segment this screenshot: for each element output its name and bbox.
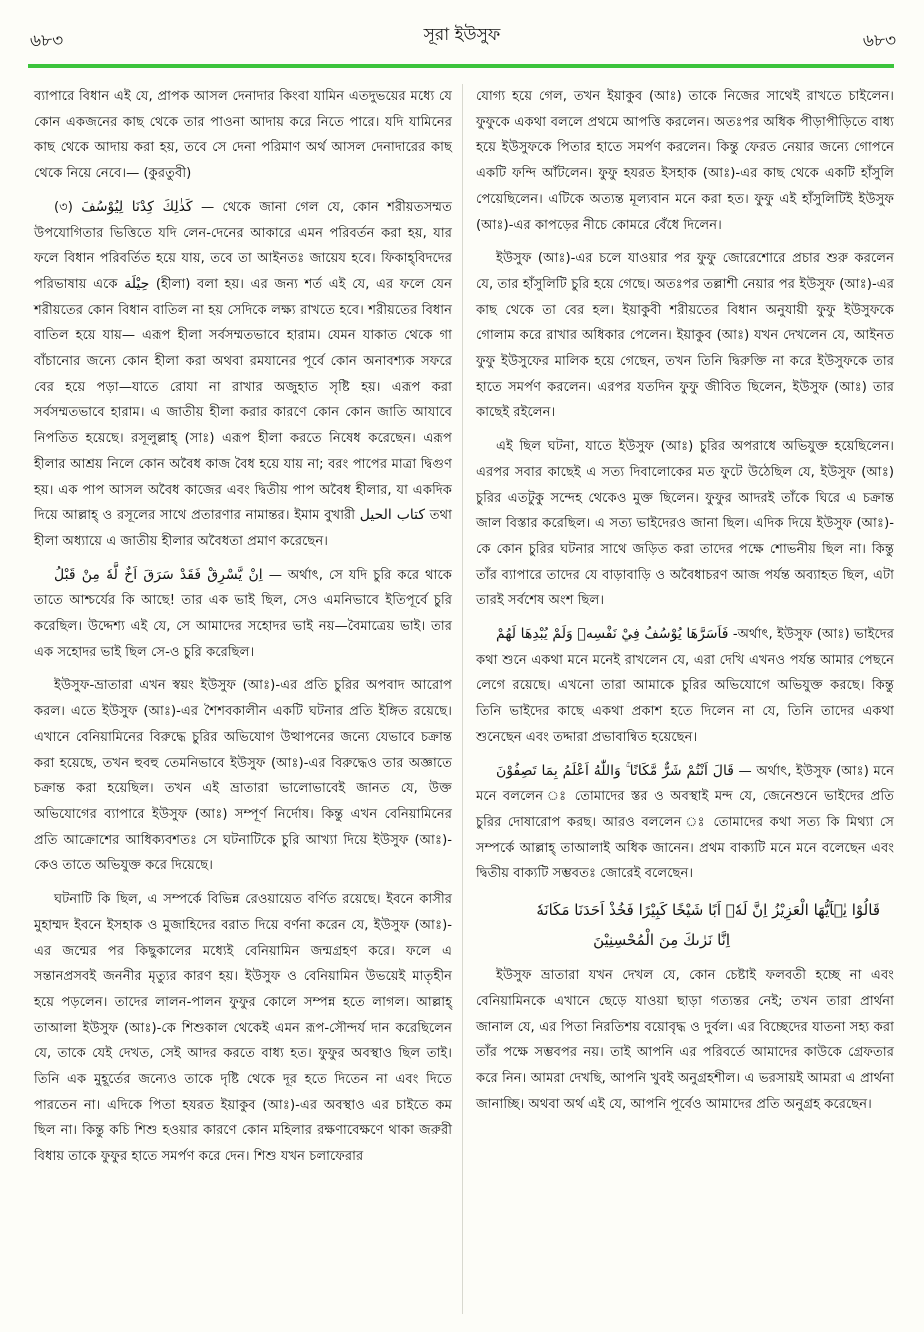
paragraph	[34, 195, 452, 555]
column-divider	[462, 84, 463, 1314]
surah-title: সূরা ইউসুফ	[423, 25, 501, 45]
left-column	[34, 84, 452, 1178]
paragraph	[34, 563, 452, 666]
arabic-verse-block	[476, 895, 894, 955]
paragraph: ব্যাপারে বিধান এই যে, প্রাপক আসল দেনাদার কিংবা যামিন এতদুভয়ের মধ্যে যে কোন একজনের কাছ থেকে তার পাওনা আদায় করে নিতে পারে। যদি যামিনের কাছ থেকে আদায় করা হয়, তবে সে দেনা পরিমাণ অর্থ আসল দেনাদারের কাছ থেকে নিয়ে নেবে।— (কুরতুবী)	[34, 89, 452, 182]
arabic-verse-line: قَالُوْا يٰۤاَيُّهَا الْعَزِيْزُ اِنَّ لَهٗۤ اَبًا شَيْخًا كَبِيْرًا فَخُذْ اَحَدَنَا مَكَانَهٗ	[536, 901, 880, 920]
paragraph-text: — অর্থাৎ, ইউসুফ (আঃ) মনে মনে বললেন ঃ তোমাদের স্তর ও অবস্থাই মন্দ যে, জেনেশুনে ভাইদের প্রতি চুরির দোষারোপ করছ। আরও বললেন ঃ তোমাদের কথা সত্য কি মিথ্যা সে সম্পর্কে আল্লাহ্‌ তাআলাই অধিক জানেন। প্রথম বাক্যটি মনে মনে বলেছেন এবং দ্বিতীয় বাক্যটি সম্ভবতঃ জোরেই বলেছেন।	[476, 763, 894, 882]
paragraph-text: — অর্থাৎ, সে যদি চুরি করে থাকে তাতে আশ্চর্যের কি আছে! তার এক ভাই ছিল, সেও এমনিভাবে ইতিপূর্বে চুরি করেছিল। উদ্দেশ্য এই যে, সে আমাদের সহোদর ভাই নয়—বৈমাত্রেয় ভাই। তার এক সহোদর ভাই ছিল সে-ও চুরি করেছিল।	[34, 567, 452, 660]
arabic-verse: كَذٰلِكَ كِدْنَا لِيُوْسُفَ	[81, 198, 193, 215]
paragraph-text: (হীলা) বলা হয়। এর জন্য শর্ত এই যে, এর ফলে যেন শরীয়তের কোন বিধান বাতিল না হয় সেদিকে লক্ষ্য রাখতে হবে। শরীয়তের বিধান বাতিল হয়ে যায়— এরূপ হীলা সর্বসম্মতভাবে হারাম। যেমন যাকাত থেকে গা বাঁচানোর জন্যে কোন হীলা করা অথবা রমযানের পূর্বে কোন অনাবশ্যক সফরে বের হয়ে পড়া—যাতে রোযা না রাখার অজুহাত সৃষ্টি হয়। এরূপ করা সর্বসম্মতভাবে হারাম। এ জাতীয় হীলা করার কারণে কোন কোন জাতি আযাবে নিপতিত হয়েছে। রসূলুল্লাহ্‌ (সাঃ) এরূপ হীলা করতে নিষেধ করেছেন। এরূপ হীলার আশ্রয় নিলে কোন অবৈধ কাজ বৈধ হয়ে যায় না; বরং পাপের মাত্রা দ্বিগুণ হয়। এক পাপ আসল অবৈধ কাজের এবং দ্বিতীয় পাপ অবৈধ হীলার, যা একদিক দিয়ে আল্লাহ্‌ ও রসূলের সাথে প্রতারণার নামান্তর। ইমাম বুখারী	[34, 276, 452, 524]
paragraph-text: — থেকে জানা গেল যে, কোন শরীয়তসম্মত উপযোগিতার ভিত্তিতে যদি লেন-দেনের আকারে এমন পরিবর্তন করা হয়, যার ফলে বিধান পরিবর্তিত হয়ে যায়, তবে তা আইনতঃ জায়েয হবে। ফিকাহ্‌বিদদের পরিভাষায় একে	[34, 199, 452, 292]
paragraph	[476, 759, 894, 888]
paragraph: ইউসুফ (আঃ)-এর চলে যাওয়ার পর ফুফু জোরেশোরে প্রচার শুরু করলেন যে, তার হাঁসুলিটি চুরি হয়ে গেছে। অতঃপর তল্লাশী নেয়ার পর ইউসুফ (আঃ)-এর কাছ থেকে তা বের হল। ইয়াকুবী শরীয়তের বিধান অনুযায়ী ফুফু ইউসুফকে গোলাম করে রাখার অধিকার পেলেন। ইয়াকুব (আঃ) যখন দেখলেন যে, আইনত ফুফু ইউসুফের মালিক হয়ে গেছেন, তখন তিনি দ্বিরুক্তি না করে ইউসুফকে তার হাতে সমর্পণ করলেন। এরপর যতদিন ফুফু জীবিত ছিলেন, ইউসুফ (আঃ) তার কাছেই রইলেন।	[476, 251, 894, 421]
arabic-term: كتاب الحيل	[359, 507, 426, 524]
paragraph: ঘটনাটি কি ছিল, এ সম্পর্কে বিভিন্ন রেওয়ায়েত বর্ণিত রয়েছে। ইবনে কাসীর মুহাম্মদ ইবনে ইসহাক ও মুজাহিদের বরাত দিয়ে বর্ণনা করেন যে, ইউসুফ (আঃ)-এর জন্মের পর কিছুকালের মধ্যেই বেনিয়ামিন জন্মগ্রহণ করে। ফলে এ সন্তানপ্রসবই জননীর মৃত্যুর কারণ হয়। ইউসুফ ও বেনিয়ামিন উভয়েই মাতৃহীন হয়ে পড়লেন। তাদের লালন-পালন ফুফুর কোলে সম্পন্ন হতে লাগল। আল্লাহ্‌ তাআলা ইউসুফ (আঃ)-কে শিশুকাল থেকেই এমন রূপ-সৌন্দর্য দান করেছিলেন যে, তাকে যেই দেখত, সেই আদর করতে বাধ্য হত। ফুফুর অবস্থাও ছিল তাই। তিনি এক মুহূর্তের জন্যেও তাকে দৃষ্টি থেকে দূর হতে দিতেন না এবং দিতে পারতেন না। এদিকে পিতা হযরত ইয়াকুব (আঃ)-এর অবস্থাও এর চাইতে কম ছিল না। কিন্তু কচি শিশু হওয়ার কারণে কোন মহিলার রক্ষণাবেক্ষণে থাকা জরুরী বিধায় তাকে ফুফুর হাতে সমর্পণ করে দেন। শিশু যখন চলাফেরার	[34, 892, 452, 1165]
paragraph: ইউসুফ-ভ্রাতারা এখন স্বয়ং ইউসুফ (আঃ)-এর প্রতি চুরির অপবাদ আরোপ করল। এতে ইউসুফ (আঃ)-এর শৈশবকালীন একটি ঘটনার প্রতি ইঙ্গিত রয়েছে। এখানে বেনিয়ামিনের বিরুদ্ধে চুরির অভিযোগ উত্থাপনের জন্যে যেভাবে চক্রান্ত করা হয়েছে, তখন হুবহু তেমনিভাবে ইউসুফ (আঃ)-এর বিরুদ্ধেও তার অজ্ঞাতে চক্রান্ত করা হয়েছিল। তখন এই ভ্রাতারা ভালোভাবেই জানত যে, উক্ত অভিযোগের ব্যাপারে ইউসুফ (আঃ) সম্পূর্ণ নির্দোষ। কিন্তু এখন বেনিয়ামিনের প্রতি আক্রোশের আধিক্যবশতঃ সে ঘটনাটিকে চুরি আখ্যা দিয়ে ইউসুফ (আঃ)-কেও তাতে অভিযুক্ত করে দিয়েছে।	[34, 678, 452, 874]
paragraph: যোগ্য হয়ে গেল, তখন ইয়াকুব (আঃ) তাকে নিজের সাথেই রাখতে চাইলেন। ফুফুকে একথা বললে প্রথমে আপত্তি করলেন। অতঃপর অধিক পীড়াপীড়িতে বাধ্য হয়ে ইউসুফকে পিতার হাতে সমর্পণ করলেন। কিন্তু ফেরত নেয়ার জন্যে গোপনে একটি ফন্দি আঁটলেন। ফুফু হযরত ইসহাক (আঃ)-এর কাছ থেকে একটি হাঁসুলি পেয়েছিলেন। এটিকে অত্যন্ত মূল্যবান মনে করা হত। ফুফু এই হাঁসুলিটিই ইউসুফ (আঃ)-এর কাপড়ের নীচে কোমরে বেঁধে দিলেন।	[476, 89, 894, 233]
header-rule	[28, 64, 894, 68]
paragraph-text: তথা হীলা অধ্যায়ে এ জাতীয় হীলার অবৈধতা প্রমাণ করেছেন।	[34, 508, 452, 549]
page-header	[0, 0, 924, 80]
arabic-verse: اِنْ يَّسْرِقْ فَقَدْ سَرَقَ اَخٌ لَّهٗ مِنْ قَبْلُ	[54, 566, 263, 583]
arabic-term: حِيْلَة	[124, 275, 150, 292]
page-number-right: ৬৮৩	[862, 31, 896, 51]
page-number-left: ৬৮৩	[30, 31, 64, 51]
right-column	[476, 84, 894, 1125]
arabic-verse: فَاَسَرَّهَا يُوْسُفُ فِيْ نَفْسِهٖ وَلَمْ يُبْدِهَا لَهُمْ	[496, 626, 729, 643]
paragraph: এই ছিল ঘটনা, যাতে ইউসুফ (আঃ) চুরির অপরাধে অভিযুক্ত হয়েছিলেন। এরপর সবার কাছেই এ সত্য দিবালোকের মত ফুটে উঠেছিল যে, ইউসুফ (আঃ) চুরির এতটুকু সন্দেহ থেকেও মুক্ত ছিলেন। ফুফুর আদরই তাঁকে ঘিরে এ চক্রান্ত জাল বিস্তার করেছিল। এ সত্য ভাইদেরও জানা ছিল। এদিক দিয়ে ইউসুফ (আঃ)- কে কোন চুরির ঘটনার সাথে জড়িত করা তাদের পক্ষে শোভনীয় ছিল না। কিন্তু তাঁর ব্যাপারে তাদের যে বাড়াবাড়ি ও অবৈধাচরণ আজ পর্যন্ত অব্যাহত ছিল, এটা তারই সর্বশেষ অংশ ছিল।	[476, 439, 894, 609]
arabic-verse: قَالَ اَنْتُمْ شَرٌّ مَّكَانًا ۚ وَاللّٰهُ اَعْلَمُ بِمَا تَصِفُوْنَ	[496, 762, 734, 779]
arabic-verse-line: اِنَّا نَرٰىكَ مِنَ الْمُحْسِنِيْنَ	[593, 931, 730, 950]
note-number: (৩)	[54, 199, 73, 215]
paragraph	[476, 622, 894, 751]
paragraph: ইউসুফ ভ্রাতারা যখন দেখল যে, কোন চেষ্টাই ফলবতী হচ্ছে না এবং বেনিয়ামিনকে এখানে ছেড়ে যাওয়া ছাড়া গত্যন্তর নেই; তখন তারা প্রার্থনা জানাল যে, এর পিতা নিরতিশয় বয়োবৃদ্ধ ও দুর্বল। এর বিচ্ছেদের যাতনা সহ্য করা তাঁর পক্ষে সম্ভবপর নয়। তাই আপনি এর পরিবর্তে আমাদের কাউকে গ্রেফতার করে নিন। আমরা দেখছি, আপনি খুবই অনুগ্রহশীল। এ ভরসায়ই আমরা এ প্রার্থনা জানাচ্ছি। অথবা অর্থ এই যে, আপনি পূর্বেও আমাদের প্রতি অনুগ্রহ করেছেন।	[476, 968, 894, 1112]
paragraph-text: -অর্থাৎ, ইউসুফ (আঃ) ভাইদের কথা শুনে একথা মনে মনেই রাখলেন যে, এরা দেখি এখনও পর্যন্ত আমার পেছনে লেগে রয়েছে। এখনো তারা আমাকে চুরির অভিযোগে অভিযুক্ত করছে। কিন্তু তিনি ভাইদের কাছে একথা প্রকাশ হতে দিলেন না যে, তিনি তাদের একথা শুনেছেন এবং তদ্দারা প্রভাবান্বিত হয়েছেন।	[476, 627, 894, 745]
